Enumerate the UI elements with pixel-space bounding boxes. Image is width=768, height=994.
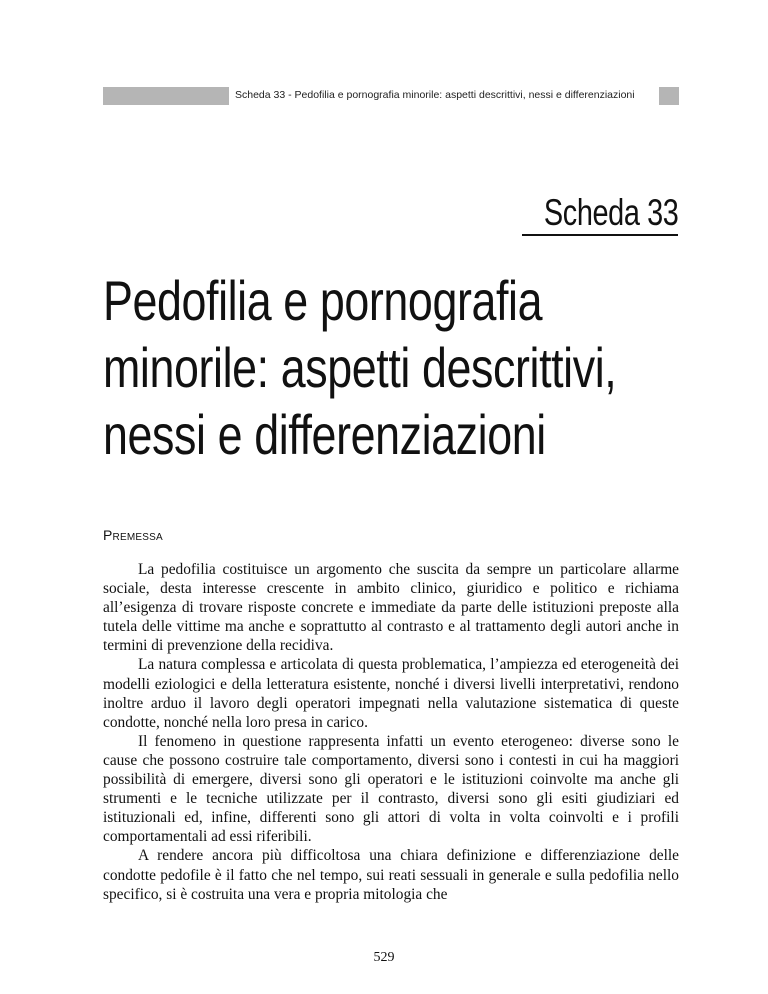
running-head-text: Scheda 33 - Pedofilia e pornografia minorile: aspetti descrittivi, nessi e differenziazioni bbox=[235, 89, 635, 101]
paragraph-3: Il fenomeno in questione rappresenta infatti un evento eterogeneo: diverse sono le cause che possono costruire tale comportamento, diversi sono i contesti in cui ha maggiori possibilità di emergere, diversi sono gli operatori e le istituzioni coinvolte ma anche gli strumenti e le tecniche utilizzate per il contrasto, diversi sono gli esiti giudiziari ed istituzionali ed, infine, differenti sono gli attori di volta in volta coinvolti e i profili comportamentali ad essi riferibili. bbox=[103, 732, 679, 846]
running-head-bar-right bbox=[659, 87, 679, 105]
chapter-label: Scheda 33 bbox=[543, 192, 678, 233]
paragraph-4: A rendere ancora più difficoltosa una chiara definizione e differenziazione delle condotte pedofile è il fatto che nel tempo, sui reati sessuali in generale e sulla pedofilia nello specifico, si è costruita una vera e propria mitologia che bbox=[103, 847, 679, 903]
section-heading: Premessa bbox=[103, 527, 163, 543]
chapter-label-underline bbox=[522, 234, 678, 236]
chapter-title-line-1: Pedofilia e pornografia bbox=[103, 269, 543, 332]
running-head bbox=[103, 87, 679, 105]
page-number: 529 bbox=[373, 950, 395, 965]
body-text bbox=[103, 560, 679, 904]
running-head-bar-left bbox=[103, 87, 229, 105]
paragraph-1: La pedofilia costituisce un argomento che suscita da sempre un particolare allarme sociale, desta interesse crescente in ambito clinico, giuridico e politico e richiama all’esigenza di trovare risposte concrete e immediate da parte delle istituzioni preposte alla tutela delle vittime ma anche e soprattutto al contrasto e al trattamento degli autori anche in termini di prevenzione della recidiva. bbox=[103, 561, 679, 655]
paragraph-2: La natura complessa e articolata di questa problematica, l’ampiezza ed eterogeneità dei modelli eziologici e della letteratura esistente, nonché i diversi livelli interpretativi, rendono inoltre arduo il lavoro degli operatori impegnati nella valutazione sistematica di queste condotte, nonché nella loro presa in carico. bbox=[103, 656, 679, 731]
chapter-title-line-3: nessi e differenziazioni bbox=[103, 403, 546, 466]
chapter-title-line-2: minorile: aspetti descrittivi, bbox=[103, 336, 617, 399]
chapter-title bbox=[103, 267, 617, 468]
